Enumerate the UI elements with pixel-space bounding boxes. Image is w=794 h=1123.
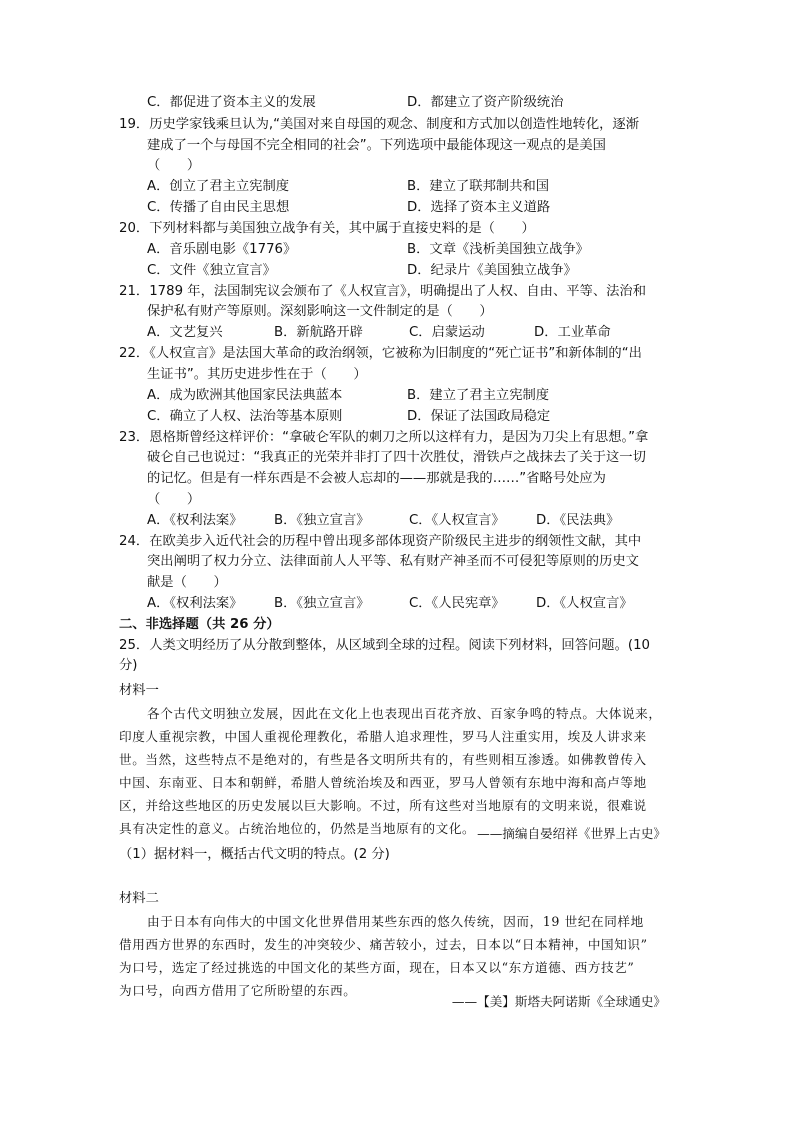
q21-stem-line1: 21．1789 年，法国制宪议会颁布了《人权宣言》，明确提出了人权、自由、平等、法治和: [119, 284, 647, 299]
q20-option-c: C．文件《独立宣言》: [147, 263, 276, 278]
q24-option-c: C．《人民宪章》: [409, 596, 505, 611]
q22-option-a: A．成为欧洲其他国家民法典蓝本: [147, 388, 343, 403]
material1-line: 各个古代文明独立发展，因此在文化上也表现出百花齐放、百家争鸣的特点。大体说来，: [147, 706, 662, 721]
q21-option-a: A．文艺复兴: [147, 325, 223, 340]
material1-line: 具有决定性的意义。占统治地位的，仍然是当地原有的文化。: [119, 821, 476, 836]
q24-stem-line1: 24．在欧美步入近代社会的历程中曾出现多部体现资产阶级民主进步的纲领性文献，其中: [119, 534, 642, 549]
material1-label: 材料一: [119, 683, 159, 698]
q23-option-a: A．《权利法案》: [147, 513, 243, 528]
q24-option-b: B．《独立宣言》: [274, 596, 370, 611]
q21-option-b: B．新航路开辟: [274, 325, 363, 340]
q21-option-d: D．工业革命: [534, 325, 611, 340]
q20-option-d: D．纪录片《美国独立战争》: [407, 263, 577, 278]
q23-stem-line3: 的记忆。但是有一样东西是不会被人忘却的——那就是我的……”省略号处应为: [147, 471, 606, 486]
material2-line: 为口号，向西方借用了它所盼望的东西。: [119, 983, 357, 998]
q20-option-a: A．音乐剧电影《1776》: [147, 242, 297, 257]
q25-stem-line2: 分): [119, 658, 138, 673]
q21-option-c: C．启蒙运动: [409, 325, 485, 340]
q23-option-b: B．《独立宣言》: [274, 513, 370, 528]
material2-line: 借用西方世界的东西时，发生的冲突较少、痛苦较小，过去，日本以“日本精神，中国知识”: [119, 937, 648, 952]
material2-line: 由于日本有向伟大的中国文化世界借用某些东西的悠久传统，因而，19 世纪在同样地: [147, 914, 644, 929]
q24-option-d: D．《人权宣言》: [536, 596, 633, 611]
q19-option-d: D．选择了资本主义道路: [407, 200, 551, 215]
material1-line: 世。当然，这些特点不是绝对的，有些是各文明所共有的，有些则相互渗透。如佛教曾传入: [119, 752, 647, 767]
q23-answer-blank: （ ）: [147, 492, 201, 507]
q24-stem-line2: 突出阐明了权力分立、法律面前人人平等、私有财产神圣而不可侵犯等原则的历史文: [147, 554, 639, 569]
q23-stem-line1: 23．恩格斯曾经这样评价：“拿破仑军队的刺刀之所以这样有力，是因为刀尖上有思想。”拿: [119, 430, 649, 445]
q19-option-b: B．建立了联邦制共和国: [407, 179, 550, 194]
q24-option-a: A．《权利法案》: [147, 596, 243, 611]
material1-source: ——摘编自晏绍祥《世界上古史》: [477, 826, 666, 841]
q18-option-d: D．都建立了资产阶级统治: [407, 95, 564, 110]
q20-option-b: B．文章《浅析美国独立战争》: [407, 242, 589, 257]
material2-line: 为口号，选定了经过挑选的中国文化的某些方面，现在，日本又以“东方道德、西方技艺”: [119, 960, 635, 975]
q22-option-c: C．确立了人权、法治等基本原则: [147, 409, 343, 424]
q19-stem-line2: 建成了一个与母国不完全相同的社会”。下列选项中最能体现这一观点的是美国: [147, 138, 606, 153]
material1-line: 区，并给这些地区的历史发展以巨大影响。不过，所有这些对当地原有的文明来说，很难说: [119, 798, 647, 813]
material1-line: 印度人重视宗教，中国人重视伦理教化，希腊人追求理性，罗马人注重实用，埃及人讲求来: [119, 729, 647, 744]
q22-stem-line1: 22．《人权宣言》是法国大革命的政治纲领，它被称为旧制度的“死亡证书”和新体制的“出: [119, 346, 642, 361]
q22-stem-line2: 生证书”。其历史进步性在于（ ）: [147, 367, 367, 382]
q20-stem-line1: 20．下列材料都与美国独立战争有关，其中属于直接史料的是（ ）: [119, 221, 535, 236]
q19-option-a: A．创立了君主立宪制度: [147, 179, 290, 194]
material2-source: ——【美】斯塔夫阿诺斯《全球通史》: [451, 994, 666, 1009]
q25-sub1: （1）据材料一，概括古代文明的特点。(2 分): [119, 847, 390, 862]
q24-stem-line3: 献是（ ）: [147, 575, 227, 590]
q22-option-b: B．建立了君主立宪制度: [407, 388, 550, 403]
q18-option-c: C．都促进了资本主义的发展: [147, 95, 316, 110]
q19-stem-line1: 19．历史学家钱乘旦认为,“美国对来自母国的观念、制度和方式加以创造性地转化，逐渐: [119, 117, 640, 132]
q25-stem-line1: 25．人类文明经历了从分散到整体，从区域到全球的过程。阅读下列材料，回答问题。(10: [119, 638, 651, 653]
section-heading: 二、非选择题（共 26 分）: [119, 617, 280, 632]
q22-option-d: D．保证了法国政局稳定: [407, 409, 551, 424]
q21-stem-line2: 保护私有财产等原则。深刻影响这一文件制定的是（ ）: [147, 304, 493, 319]
material1-line: 中国、东南亚、日本和朝鲜，希腊人曾统治埃及和西亚，罗马人曾领有东地中海和高卢等地: [119, 775, 647, 790]
q19-answer-blank: （ ）: [147, 158, 201, 173]
q23-stem-line2: 破仑自己也说过：“我真正的光荣并非打了四十次胜仗，滑铁卢之战抹去了关于这一切: [147, 450, 646, 465]
q23-option-d: D．《民法典》: [536, 513, 620, 528]
material2-label: 材料二: [119, 891, 159, 906]
q23-option-c: C．《人权宣言》: [409, 513, 505, 528]
q19-option-c: C．传播了自由民主思想: [147, 200, 290, 215]
